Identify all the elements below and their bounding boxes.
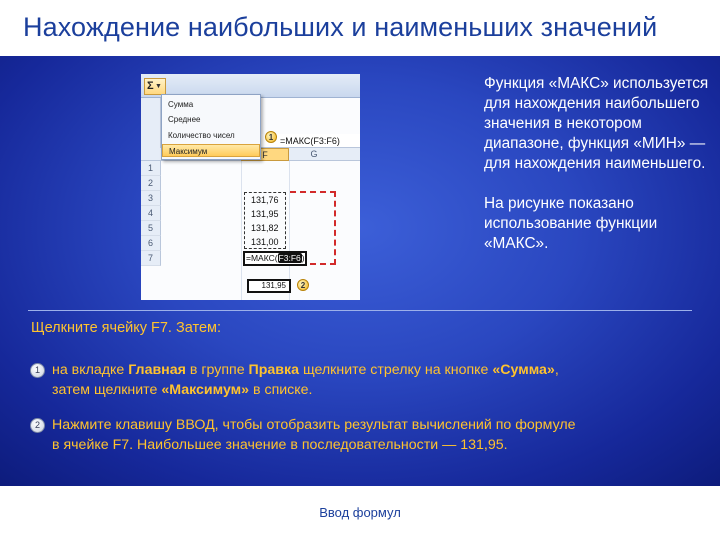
row-header[interactable]: 5	[141, 221, 161, 236]
formula-suffix: )	[301, 253, 305, 263]
description	[484, 74, 712, 254]
row-header[interactable]: 6	[141, 236, 161, 251]
column-header-g[interactable]: G	[310, 149, 318, 159]
step-2-text: Нажмите клавишу ВВОД, чтобы отобразить результат вычислений по формуле в ячейке F7. Наибольшее значение в последовательности — 131,95.	[52, 417, 576, 453]
grid-line	[241, 161, 242, 300]
cell-f5[interactable]: 131,82	[251, 223, 279, 233]
column-header-f[interactable]: F	[241, 148, 289, 161]
cell-f3[interactable]: 131,76	[251, 195, 279, 205]
step-2-marker: 2	[297, 279, 309, 291]
cell-f7-formula[interactable]	[243, 251, 307, 266]
menu-item-sum[interactable]: Сумма	[168, 100, 194, 109]
instruction-intro: Щелкните ячейку F7. Затем:	[31, 320, 222, 336]
excel-screenshot	[141, 74, 360, 300]
row-header[interactable]: 1	[141, 161, 161, 176]
formula-bar-text: =МАКС(F3:F6)	[280, 136, 340, 146]
autosum-dropdown-menu	[161, 94, 261, 160]
dropdown-arrow-icon[interactable]: ▼	[155, 83, 162, 90]
step-2-number: 2	[30, 418, 45, 433]
separator	[28, 310, 692, 311]
row-header[interactable]: 7	[141, 251, 161, 266]
title-bar	[0, 0, 720, 56]
formula-prefix: =МАКС(	[246, 253, 278, 263]
menu-item-average[interactable]: Среднее	[168, 115, 201, 124]
description-paragraph: На рисунке показано использование функции «МАКС».	[484, 195, 658, 252]
row-header[interactable]: 4	[141, 206, 161, 221]
formula-range: F3:F6	[278, 253, 301, 263]
menu-item-max[interactable]: Максимум	[162, 144, 260, 157]
sigma-icon: Σ	[147, 80, 154, 92]
menu-item-count[interactable]: Количество чисел	[168, 131, 235, 140]
description-paragraph: Функция «МАКС» используется для нахождения наибольшего значения в некотором диапазоне, функция «МИН» — для нахождения наименьшего.	[484, 75, 709, 172]
cell-f4[interactable]: 131,95	[251, 209, 279, 219]
row-header[interactable]: 3	[141, 191, 161, 206]
cell-f6[interactable]: 131,00	[251, 237, 279, 247]
footer-text: Ввод формул	[319, 505, 401, 520]
step-1-marker: 1	[265, 131, 277, 143]
slide-title: Нахождение наибольших и наименьших значений	[23, 12, 658, 42]
step-1-number: 1	[30, 363, 45, 378]
step-1-text: на вкладке Главная в группе Правка щелкните стрелку на кнопке «Сумма», затем щелкните «Максимум» в списке.	[52, 362, 559, 398]
row-header[interactable]: 2	[141, 176, 161, 191]
result-cell: 131,95	[247, 279, 291, 293]
